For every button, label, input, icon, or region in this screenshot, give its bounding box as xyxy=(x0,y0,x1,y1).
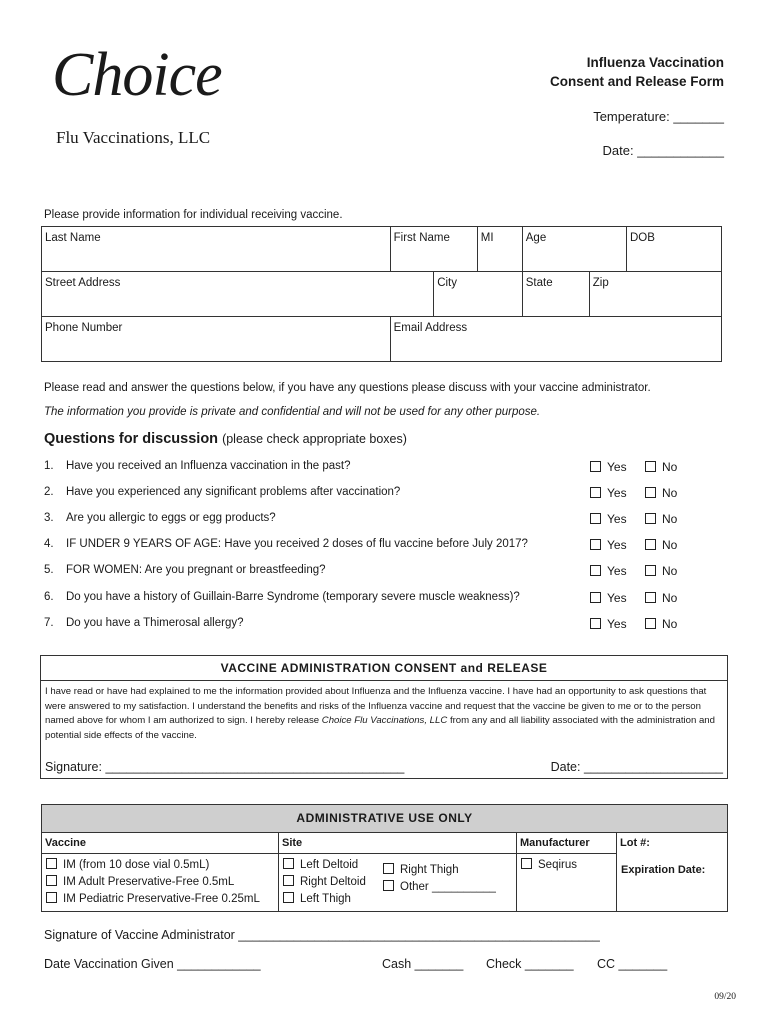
checkbox-icon xyxy=(645,565,656,576)
vaccine-column: Vaccine IM (from 10 dose vial 0.5mL) IM Adult Preservative-Free 0.5mL IM Pediatric Preservative-Free 0.25mL xyxy=(42,832,279,911)
form-date-field[interactable]: Date: ____________ xyxy=(602,143,724,158)
city-field[interactable]: City xyxy=(434,272,523,317)
state-field[interactable]: State xyxy=(522,272,589,317)
manufacturer-option[interactable]: Seqirus xyxy=(521,857,612,874)
yes-checkbox[interactable]: Yes xyxy=(590,538,627,552)
no-checkbox[interactable]: No xyxy=(645,564,677,578)
phone-field[interactable]: Phone Number xyxy=(42,317,391,362)
site-option[interactable]: Right Deltoid xyxy=(283,874,512,891)
yes-checkbox[interactable]: Yes xyxy=(590,512,627,526)
no-checkbox[interactable]: No xyxy=(645,486,677,500)
question-row: 1. Have you received an Influenza vaccination in the past? Yes No xyxy=(44,460,678,474)
form-title: Influenza Vaccination Consent and Release Form xyxy=(549,55,724,89)
checkbox-icon xyxy=(283,892,294,903)
checkbox-icon xyxy=(590,487,601,498)
no-checkbox[interactable]: No xyxy=(645,617,677,631)
vaccine-option[interactable]: IM (from 10 dose vial 0.5mL) xyxy=(46,857,274,874)
checkbox-icon xyxy=(590,592,601,603)
consent-text: I have read or have had explained to me the information provided about Influenza and the Influenza vaccine. I have had an opportunity to ask questions that were answered to my satisfaction. I understand the benefits and risks of the Influenza vaccine and request that the vaccine be given to me or to the person named above for whom I am authorized to sign. I hereby release Choice Flu Vaccinations, LLC from any and all liability associated with the administration and potential side effects of the vaccine. xyxy=(45,686,715,741)
checkbox-icon xyxy=(645,513,656,524)
lot-column xyxy=(617,832,727,911)
checkbox-icon xyxy=(283,875,294,886)
question-row: 2. Have you experienced any significant problems after vaccination? Yes No xyxy=(44,486,678,500)
temperature-field[interactable]: Temperature: _______ xyxy=(593,109,724,124)
question-row: 6. Do you have a history of Guillain-Barre Syndrome (temporary severe muscle weakness)? Yes No xyxy=(44,591,678,605)
checkbox-icon xyxy=(645,618,656,629)
checkbox-icon xyxy=(590,461,601,472)
consent-section xyxy=(40,655,728,779)
instructions-text: Please read and answer the questions below, if you have any questions please discuss with your vaccine administrator. xyxy=(44,382,651,394)
site-option[interactable]: Left Deltoid xyxy=(283,857,512,874)
checkbox-icon xyxy=(521,858,532,869)
checkbox-icon xyxy=(46,892,57,903)
checkbox-icon xyxy=(383,863,394,874)
site-option[interactable]: Right Thigh xyxy=(383,862,496,879)
vaccine-option[interactable]: IM Adult Preservative-Free 0.5mL xyxy=(46,874,274,891)
admin-title: ADMINISTRATIVE USE ONLY xyxy=(42,805,727,833)
last-name-field[interactable]: Last Name xyxy=(42,227,391,272)
info-intro: Please provide information for individual receiving vaccine. xyxy=(44,209,343,221)
version-label: 09/20 xyxy=(714,992,736,1002)
privacy-note: The information you provide is private and confidential and will not be used for any other purpose. xyxy=(44,406,541,418)
admin-section xyxy=(41,804,728,912)
yes-checkbox[interactable]: Yes xyxy=(590,591,627,605)
checkbox-icon xyxy=(590,513,601,524)
company-name: Flu Vaccinations, LLC xyxy=(56,128,211,147)
check-field[interactable]: Check _______ xyxy=(486,957,574,971)
patient-info-table xyxy=(41,226,722,362)
yes-checkbox[interactable]: Yes xyxy=(590,617,627,631)
consent-title: VACCINE ADMINISTRATION CONSENT and RELEASE xyxy=(41,656,727,681)
street-address-field[interactable]: Street Address xyxy=(42,272,434,317)
cc-field[interactable]: CC _______ xyxy=(597,957,668,971)
manufacturer-column: Manufacturer Seqirus xyxy=(517,832,617,911)
first-name-field[interactable]: First Name xyxy=(390,227,477,272)
checkbox-icon xyxy=(645,592,656,603)
vaccine-option[interactable]: IM Pediatric Preservative-Free 0.25mL xyxy=(46,891,274,908)
checkbox-icon xyxy=(383,880,394,891)
consent-signature-field[interactable]: Signature: ___________________________________________ xyxy=(45,760,405,774)
no-checkbox[interactable]: No xyxy=(645,591,677,605)
mi-field[interactable]: MI xyxy=(477,227,522,272)
question-row: 7. Do you have a Thimerosal allergy? Yes No xyxy=(44,617,678,631)
question-row: 3. Are you allergic to eggs or egg products? Yes No xyxy=(44,512,678,526)
lot-number-field[interactable]: Lot #: xyxy=(620,837,650,849)
checkbox-icon xyxy=(645,461,656,472)
company-logo: Choice xyxy=(52,41,222,109)
site-option[interactable]: Other __________ xyxy=(383,879,496,896)
no-checkbox[interactable]: No xyxy=(645,460,677,474)
yes-checkbox[interactable]: Yes xyxy=(590,486,627,500)
question-row: 5. FOR WOMEN: Are you pregnant or breastfeeding? Yes No xyxy=(44,564,678,578)
dob-field[interactable]: DOB xyxy=(627,227,722,272)
checkbox-icon xyxy=(645,539,656,550)
payment-row xyxy=(44,957,724,971)
checkbox-icon xyxy=(46,875,57,886)
zip-field[interactable]: Zip xyxy=(589,272,721,317)
checkbox-icon xyxy=(590,618,601,629)
email-field[interactable]: Email Address xyxy=(390,317,721,362)
consent-date-field[interactable]: Date: ____________________ xyxy=(550,760,723,774)
site-option[interactable]: Left Thigh xyxy=(283,891,512,908)
yes-checkbox[interactable]: Yes xyxy=(590,564,627,578)
questions-heading: Questions for discussion (please check appropriate boxes) xyxy=(44,431,407,447)
checkbox-icon xyxy=(46,858,57,869)
age-field[interactable]: Age xyxy=(522,227,626,272)
question-row: 4. IF UNDER 9 YEARS OF AGE: Have you received 2 doses of flu vaccine before July 2017? Yes No xyxy=(44,538,678,552)
site-column: Site Left Deltoid Right Deltoid Left Thigh Right Thigh Other __________ xyxy=(279,832,517,911)
checkbox-icon xyxy=(283,858,294,869)
cash-field[interactable]: Cash _______ xyxy=(382,957,464,971)
checkbox-icon xyxy=(590,539,601,550)
no-checkbox[interactable]: No xyxy=(645,512,677,526)
date-given-field[interactable]: Date Vaccination Given ____________ xyxy=(44,957,261,971)
checkbox-icon xyxy=(645,487,656,498)
checkbox-icon xyxy=(590,565,601,576)
expiration-date-field[interactable]: Expiration Date: xyxy=(621,864,706,876)
no-checkbox[interactable]: No xyxy=(645,538,677,552)
yes-checkbox[interactable]: Yes xyxy=(590,460,627,474)
administrator-signature-field[interactable]: Signature of Vaccine Administrator ____________________________________________________ xyxy=(44,928,600,942)
